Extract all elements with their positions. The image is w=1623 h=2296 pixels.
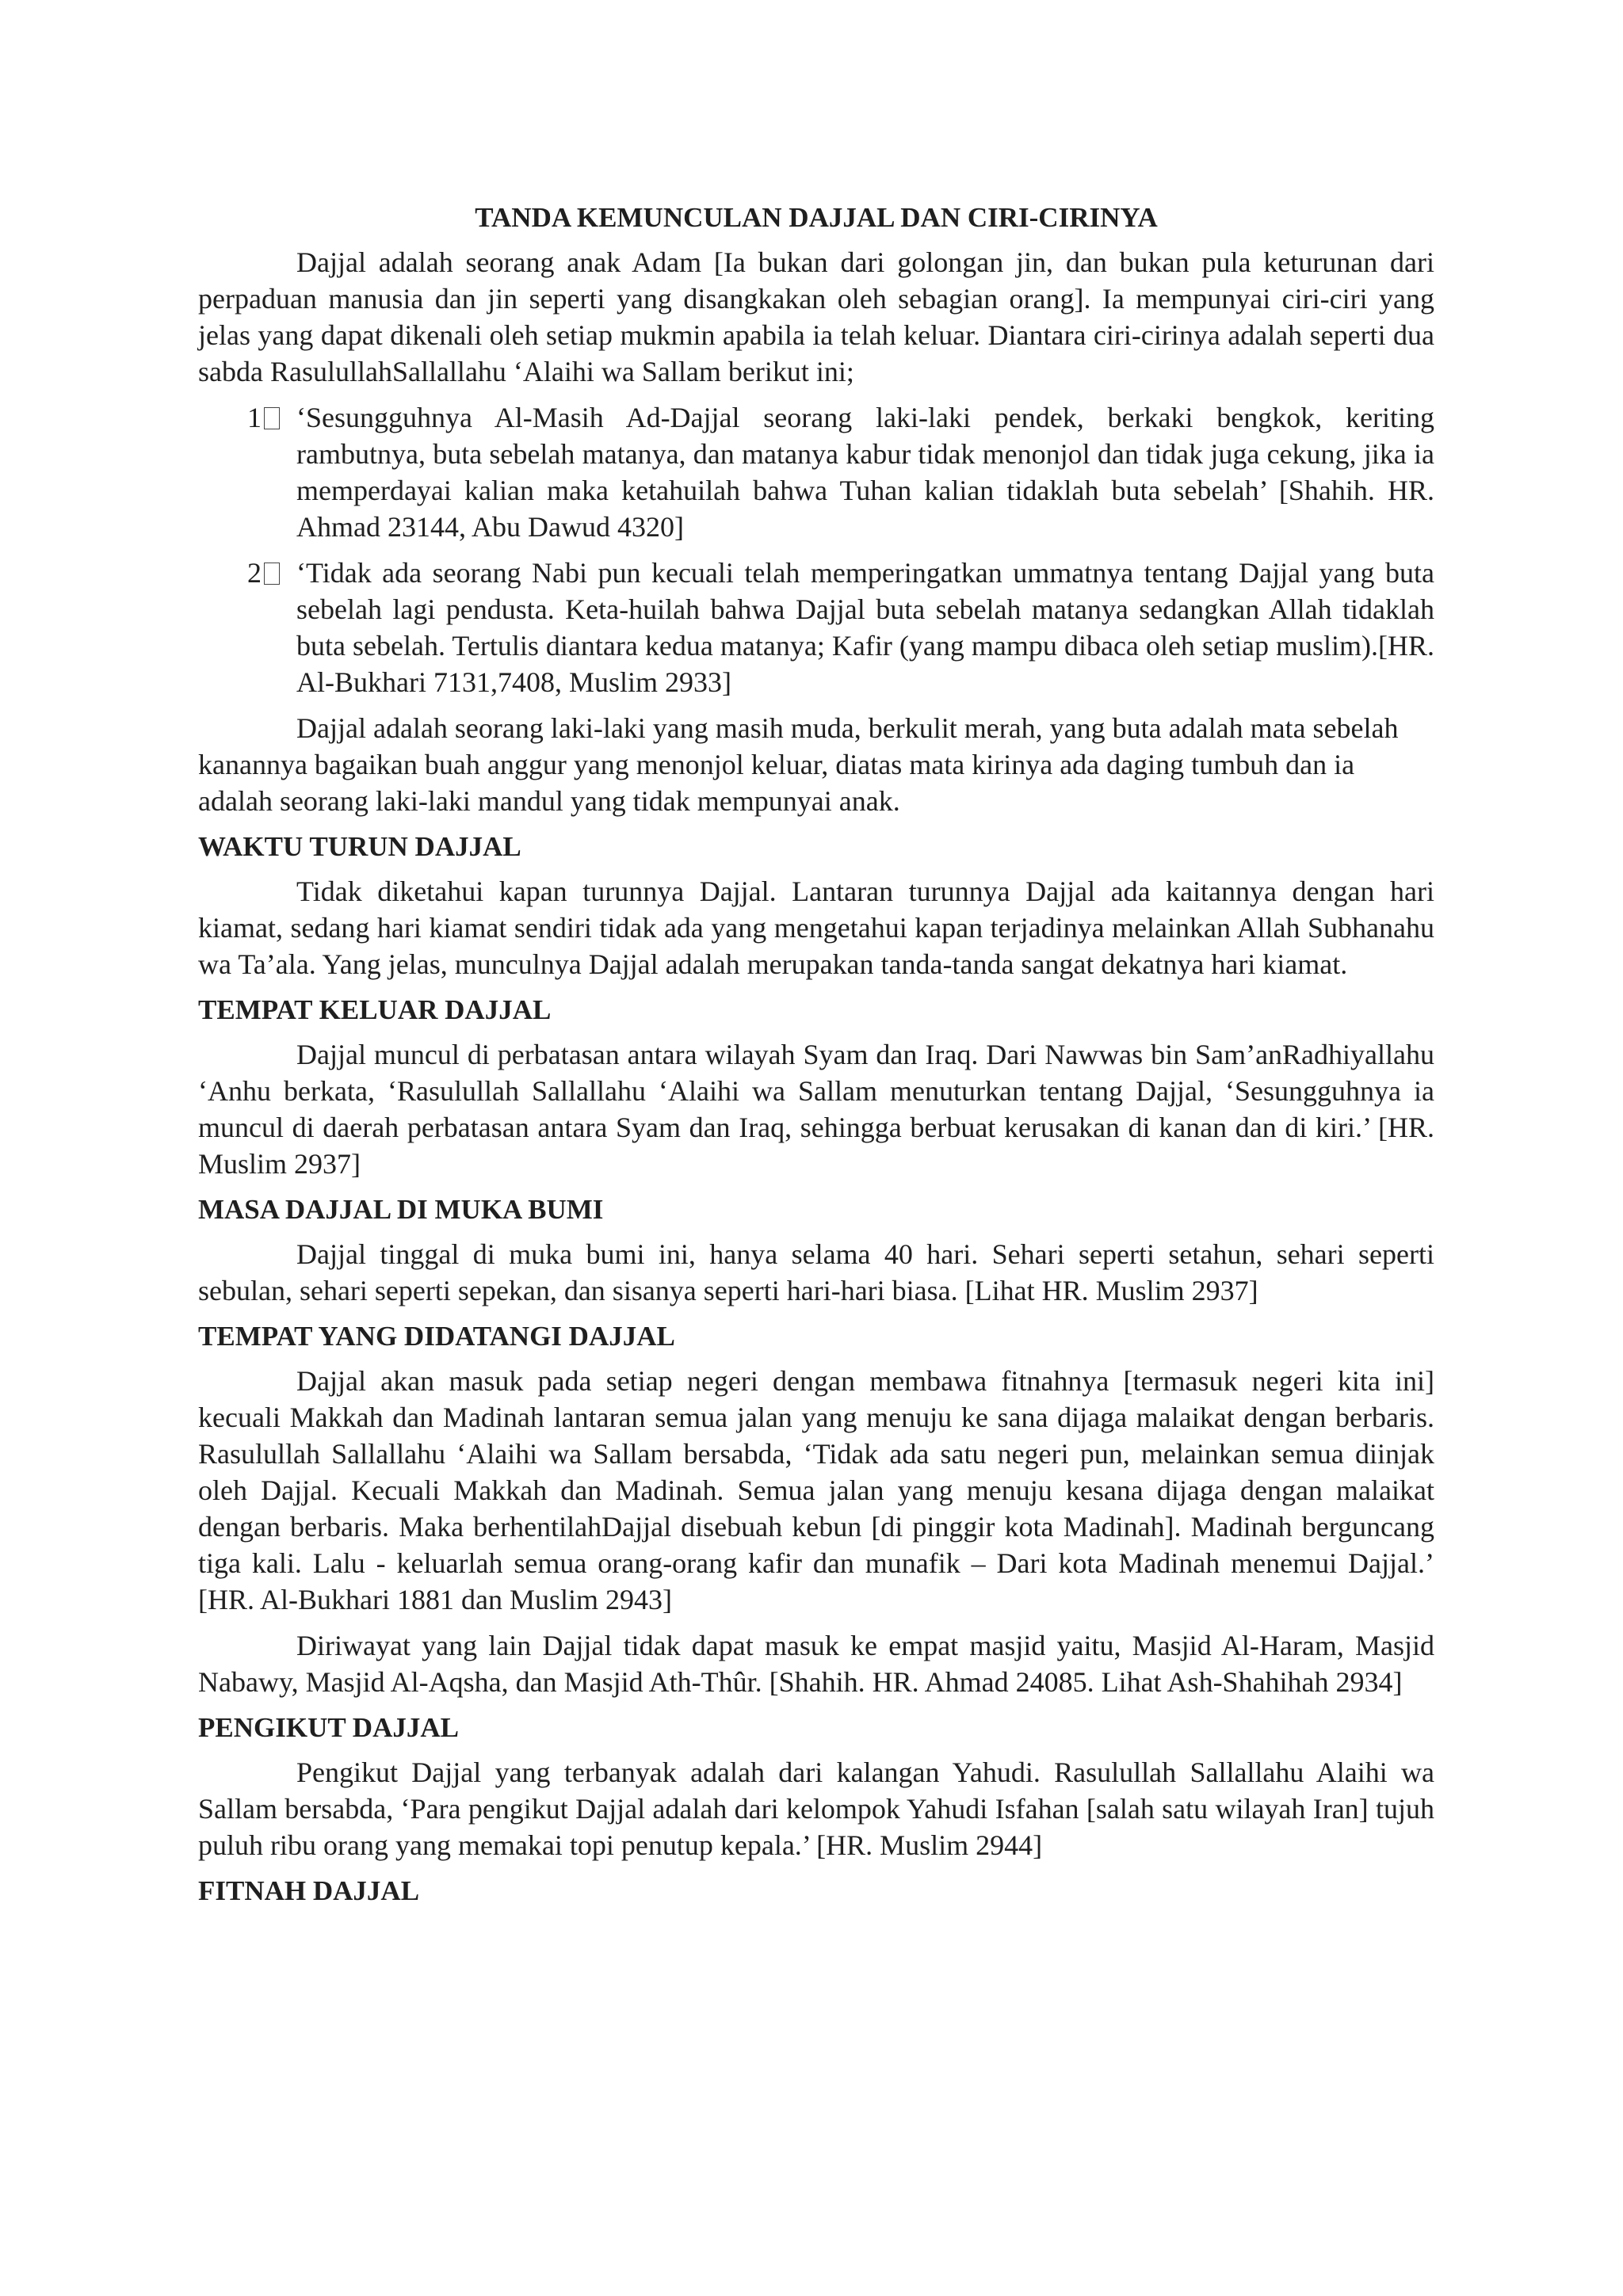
list-marker — [247, 555, 296, 591]
section-paragraph-didatangi: Dajjal akan masuk pada setiap negeri dengan membawa fitnahnya [termasuk negeri kita ini] kecuali Makkah dan Madinah lantaran semua jalan yang menuju ke sana dijaga malaikat dengan berbaris. Rasulullah Sallallahu ‘Alaihi wa Sallam bersabda, ‘Tidak ada satu negeri pun, melainkan semua diinjak oleh Dajjal. Kecuali Makkah dan Madinah. Semua jalan yang menuju kesana dijaga dengan malaikat dengan berbaris. Maka berhentilahDajjal disebuah kebun [di pinggir kota Madinah]. Madinah berguncang tiga kali. Lalu - keluarlah semua orang-orang kafir dan munafik – Dari kota Madinah menemui Dajjal.’ [HR. Al-Bukhari 1881 dan Muslim 2943] — [198, 1365, 1434, 1615]
missing-glyph-box-icon — [264, 407, 280, 429]
list-item — [198, 555, 1434, 700]
document-title: TANDA KEMUNCULAN DAJJAL DAN CIRI-CIRINYA — [475, 202, 1158, 233]
section-heading-didatangi: TEMPAT YANG DIDATANGI DAJJAL — [198, 1321, 675, 1352]
section-heading-pengikut: PENGIKUT DAJJAL — [198, 1712, 459, 1743]
description-paragraph: Dajjal adalah seorang laki-laki yang masih muda, berkulit merah, yang buta adalah mata sebelah kanannya bagaikan buah anggur yang menonjol keluar, diatas mata kirinya ada daging tumbuh dan ia adalah seorang laki-laki mandul yang tidak mempunyai anak. — [198, 712, 1399, 817]
list-item-text: ‘Sesungguhnya Al-Masih Ad-Dajjal seorang laki-laki pendek, berkaki bengkok, keriting rambutnya, buta sebelah matanya, dan matanya kabur tidak menonjol dan tidak juga cekung, jika ia memperdayai kalian maka ketahuilah bahwa Tuhan kalian tidaklah buta sebelah’ [Shahih. HR. Ahmad 23144, Abu Dawud 4320] — [296, 402, 1434, 543]
section-heading-waktu: WAKTU TURUN DAJJAL — [198, 831, 521, 862]
list-number: 2 — [247, 557, 262, 589]
list-item-text: ‘Tidak ada seorang Nabi pun kecuali telah memperingatkan ummatnya tentang Dajjal yang buta sebelah lagi pendusta. Keta-huilah bahwa Dajjal buta sebelah matanya sedangkan Allah tidaklah buta sebelah. Tertulis diantara kedua matanya; Kafir (yang mampu dibaca oleh setiap muslim).[HR. Al-Bukhari 7131,7408, Muslim 2933] — [296, 557, 1434, 698]
section-paragraph-masa: Dajjal tinggal di muka bumi ini, hanya selama 40 hari. Sehari seperti setahun, sehari seperti sebulan, sehari seperti sepekan, dan sisanya seperti hari-hari biasa. [Lihat HR. Muslim 2937] — [198, 1238, 1434, 1306]
list-marker — [247, 399, 296, 436]
section-heading-tempat-keluar: TEMPAT KELUAR DAJJAL — [198, 994, 552, 1025]
document-page — [198, 190, 1434, 1917]
list-number: 1 — [247, 402, 262, 433]
section-paragraph-tempat-keluar: Dajjal muncul di perbatasan antara wilayah Syam dan Iraq. Dari Nawwas bin Sam’anRadhiyallahu ‘Anhu berkata, ‘Rasulullah Sallallahu ‘Alaihi wa Sallam menuturkan tentang Dajjal, ‘Sesungguhnya ia muncul di daerah perbatasan antara Syam dan Iraq, sehingga berbuat kerusakan di kanan dan di kiri.’ [HR. Muslim 2937] — [198, 1039, 1434, 1180]
section-paragraph-didatangi-2: Diriwayat yang lain Dajjal tidak dapat masuk ke empat masjid yaitu, Masjid Al-Haram, Masjid Nabawy, Masjid Al-Aqsha, dan Masjid Ath-Thûr. [Shahih. HR. Ahmad 24085. Lihat Ash-Shahihah 2934] — [198, 1630, 1434, 1698]
list-item — [198, 399, 1434, 545]
missing-glyph-box-icon — [264, 563, 280, 585]
section-paragraph-waktu: Tidak diketahui kapan turunnya Dajjal. Lantaran turunnya Dajjal ada kaitannya dengan hari kiamat, sedang hari kiamat sendiri tidak ada yang mengetahui kapan terjadinya melainkan Allah Subhanahu wa Ta’ala. Yang jelas, munculnya Dajjal adalah merupakan tanda-tanda sangat dekatnya hari kiamat. — [198, 875, 1434, 980]
section-heading-masa: MASA DAJJAL DI MUKA BUMI — [198, 1194, 604, 1225]
section-paragraph-pengikut: Pengikut Dajjal yang terbanyak adalah dari kalangan Yahudi. Rasulullah Sallallahu Alaihi wa Sallam bersabda, ‘Para pengikut Dajjal adalah dari kelompok Yahudi Isfahan [salah satu wilayah Iran] tujuh puluh ribu orang yang memakai topi penutup kepala.’ [HR. Muslim 2944] — [198, 1756, 1434, 1861]
section-heading-fitnah: FITNAH DAJJAL — [198, 1875, 420, 1906]
intro-paragraph: Dajjal adalah seorang anak Adam [Ia bukan dari golongan jin, dan bukan pula keturunan dari perpaduan manusia dan jin seperti yang disangkakan oleh sebagian orang]. Ia mempunyai ciri-ciri yang jelas yang dapat dikenali oleh setiap mukmin apabila ia telah keluar. Diantara ciri-cirinya adalah seperti dua sabda RasulullahSallallahu ‘Alaihi wa Sallam berikut ini; — [198, 246, 1434, 387]
